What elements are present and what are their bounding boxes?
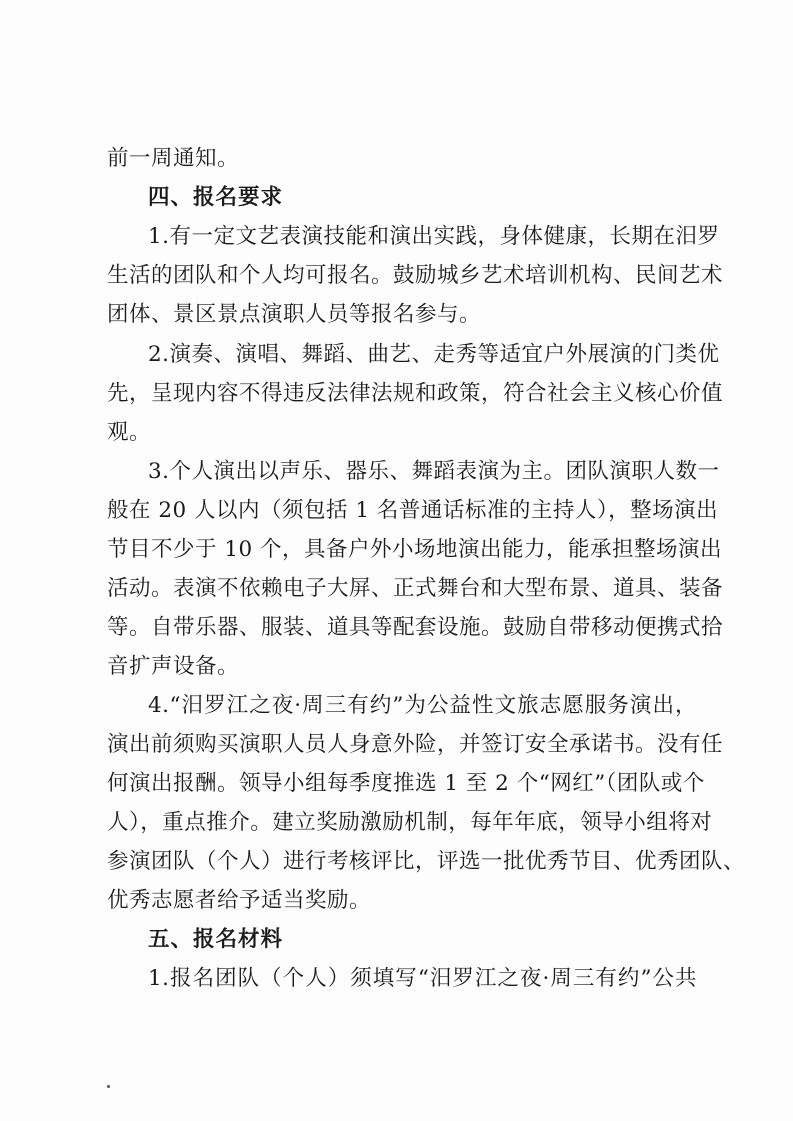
paragraph-line: 般在 20 人以内（须包括 1 名普通话标准的主持人），整场演出 bbox=[107, 498, 719, 523]
paragraph-line: 4.“汨罗江之夜·周三有约”为公益性文旅志愿服务演出， bbox=[148, 693, 697, 718]
section-heading-registration-requirements: 四、报名要求 bbox=[148, 185, 284, 210]
paragraph-line: 团体、景区景点演职人员等报名参与。 bbox=[107, 302, 482, 327]
paragraph-line: 1.有一定文艺表演技能和演出实践，身体健康，长期在汨罗 bbox=[148, 224, 720, 249]
scan-speck bbox=[107, 1085, 110, 1088]
paragraph-line: 音扩声设备。 bbox=[107, 654, 240, 679]
paragraph-line: 等。自带乐器、服装、道具等配套设施。鼓励自带移动便携式拾 bbox=[107, 615, 724, 640]
paragraph-line: 参演团队（个人）进行考核评比，评选一批优秀节目、优秀团队、 bbox=[107, 849, 746, 874]
paragraph-line: 优秀志愿者给予适当奖励。 bbox=[107, 888, 372, 913]
paragraph-line: 节目不少于 10 个，具备户外小场地演出能力，能承担整场演出 bbox=[107, 537, 723, 562]
paragraph-line: 前一周通知。 bbox=[107, 146, 240, 171]
paragraph-line: 先，呈现内容不得违反法律法规和政策，符合社会主义核心价值 bbox=[107, 381, 724, 406]
paragraph-line: 2.演奏、演唱、舞蹈、曲艺、走秀等适宜户外展演的门类优 bbox=[148, 342, 720, 367]
section-heading-registration-materials: 五、报名材料 bbox=[148, 927, 284, 952]
paragraph-line: 演出前须购买演职人员人身意外险，并签订安全承诺书。没有任 bbox=[107, 732, 724, 757]
paragraph-line: 3.个人演出以声乐、器乐、舞蹈表演为主。团队演职人数一 bbox=[148, 459, 720, 484]
paragraph-line: 1.报名团队（个人）须填写“汨罗江之夜·周三有约”公共 bbox=[148, 966, 697, 991]
paragraph-line: 活动。表演不依赖电子大屏、正式舞台和大型布景、道具、装备 bbox=[107, 576, 724, 601]
paragraph-line: 观。 bbox=[107, 420, 152, 445]
paragraph-line: 何演出报酬。领导小组每季度推选 1 至 2 个“网红”（团队或个 bbox=[107, 771, 705, 796]
paragraph-line: 生活的团队和个人均可报名。鼓励城乡艺术培训机构、民间艺术 bbox=[107, 263, 724, 288]
paragraph-line: 人），重点推介。建立奖励激励机制，每年年底，领导小组将对 bbox=[107, 810, 713, 835]
